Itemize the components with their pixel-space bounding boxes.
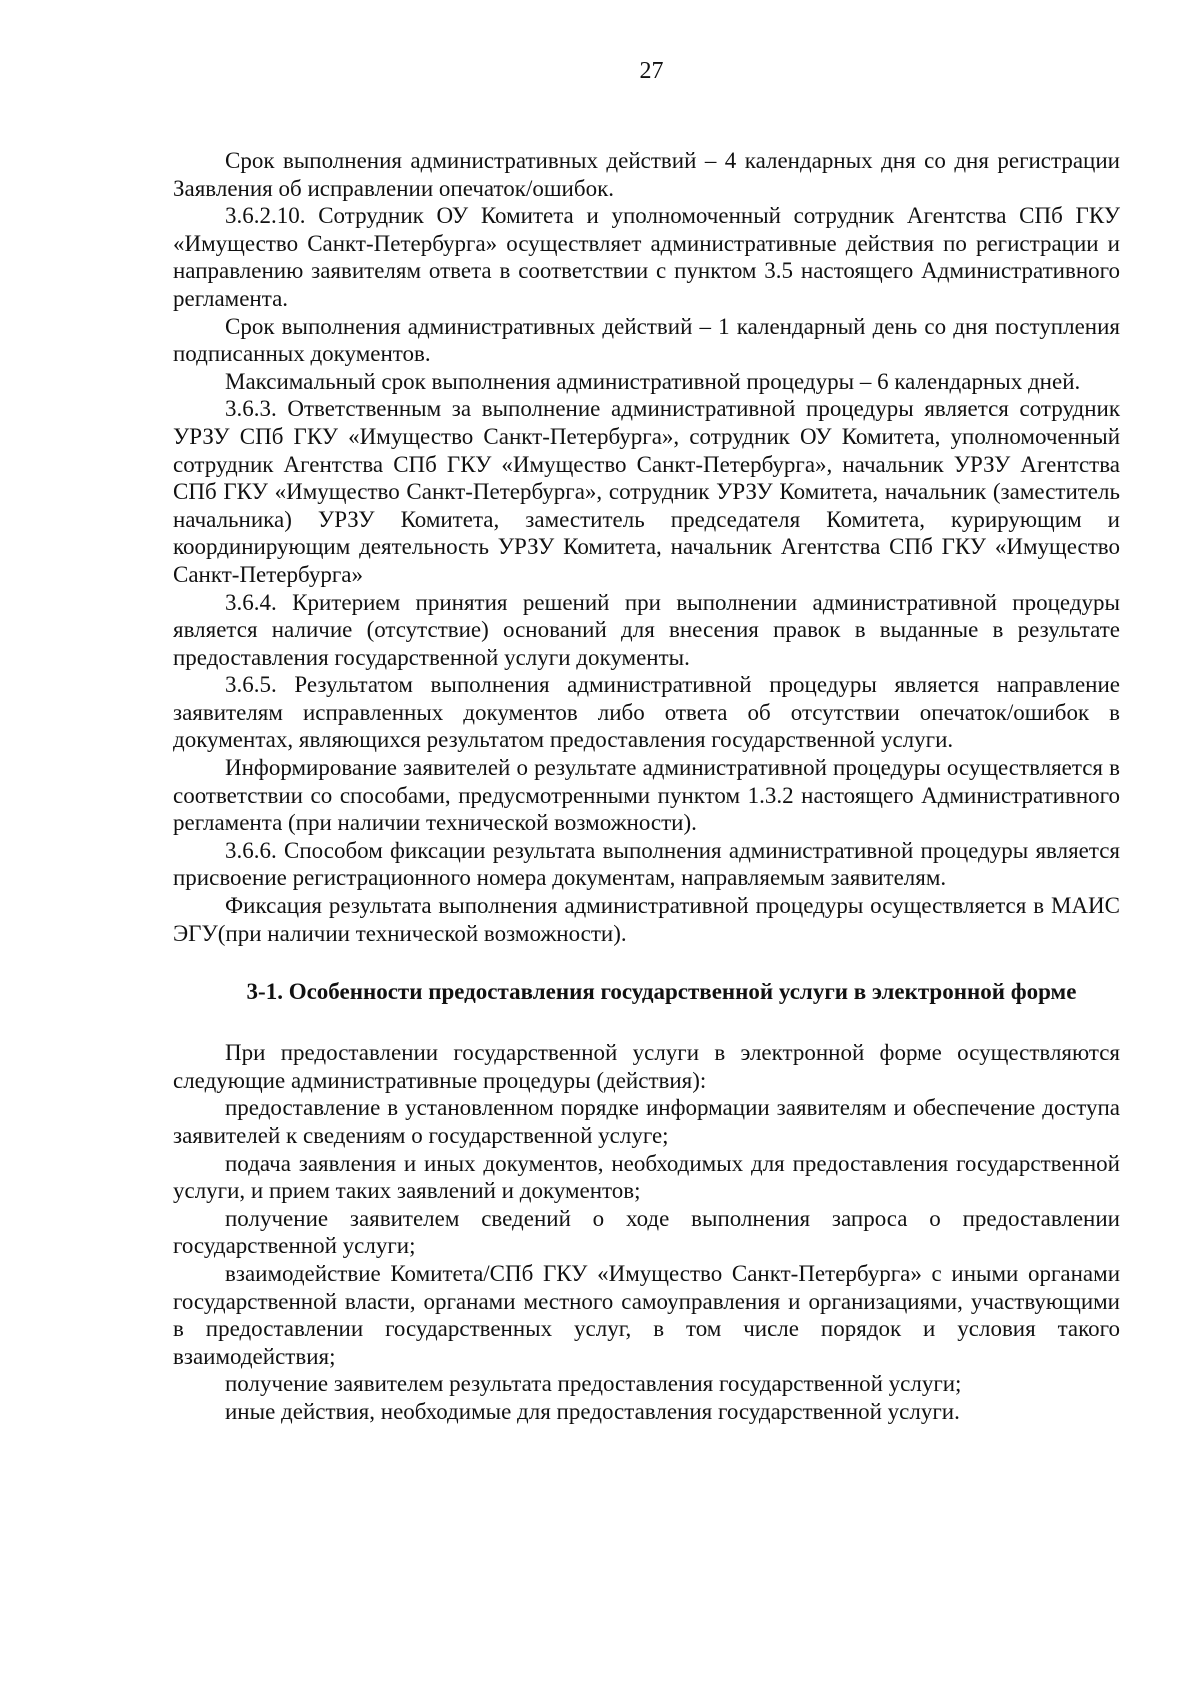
paragraph: 3.6.2.10. Сотрудник ОУ Комитета и уполномоченный сотрудник Агентства СПб ГКУ «Имущество Санкт-Петербурга» осуществляет административные действия по регистрации и направлению заявителям ответа в соответствии с пунктом 3.5 настоящего Административного регламента. — [173, 203, 1120, 311]
list-item: получение заявителем результата предоставления государственной услуги; — [225, 1371, 962, 1397]
body-text-after — [173, 1039, 1120, 1425]
section-heading: 3-1. Особенности предоставления государственной услуги в электронной форме — [246, 979, 1077, 1005]
paragraph: Максимальный срок выполнения административной процедуры – 6 календарных дней. — [225, 368, 1081, 394]
paragraph: 3.6.4. Критерием принятия решений при выполнении административной процедуры является наличие (отсутствие) оснований для внесения правок в выданные в результате предоставления государственной услуги документы. — [173, 589, 1120, 670]
paragraph: 3.6.3. Ответственным за выполнение административной процедуры является сотрудник УРЗУ СПб ГКУ «Имущество Санкт-Петербурга», сотрудник ОУ Комитета, уполномоченный сотрудник Агентства СПб ГКУ «Имущество Санкт-Петербурга», начальник УРЗУ Агентства СПб ГКУ «Имущество Санкт-Петербурга», сотрудник УРЗУ Комитета, начальник (заместитель начальника) УРЗУ Комитета, заместитель председателя Комитета, курирующим и координирующим деятельность УРЗУ Комитета, начальник Агентства СПб ГКУ «Имущество Санкт-Петербурга» — [173, 396, 1120, 587]
paragraph: Срок выполнения административных действий – 4 календарных дня со дня регистрации Заявления об исправлении опечаток/ошибок. — [173, 148, 1120, 201]
paragraph: 3.6.5. Результатом выполнения административной процедуры является направление заявителям исправленных документов либо ответа об отсутствии опечаток/ошибок в документах, являющихся результатом предоставления государственной услуги. — [173, 672, 1120, 753]
paragraph: Срок выполнения административных действий – 1 календарный день со дня поступления подписанных документов. — [173, 313, 1120, 367]
paragraph: При предоставлении государственной услуги в электронной форме осуществляются следующие административные процедуры (действия): — [173, 1040, 1120, 1093]
list-item: получение заявителем сведений о ходе выполнения запроса о предоставлении государственной услуги; — [173, 1205, 1120, 1259]
body-text-before — [173, 147, 1120, 947]
page-number: 27 — [639, 58, 664, 84]
paragraph: Информирование заявителей о результате административной процедуры осуществляется в соответствии со способами, предусмотренными пунктом 1.3.2 настоящего Административного регламента (при наличии технической возможности). — [173, 755, 1120, 836]
list-item: иные действия, необходимые для предоставления государственной услуги. — [225, 1398, 960, 1424]
paragraph: Фиксация результата выполнения административной процедуры осуществляется в МАИС ЭГУ(при наличии технической возможности). — [173, 893, 1120, 946]
paragraph: 3.6.6. Способом фиксации результата выполнения административной процедуры является присвоение регистрационного номера документам, направляемым заявителям. — [173, 837, 1120, 891]
list-item: подача заявления и иных документов, необходимых для предоставления государственной услуги, и прием таких заявлений и документов; — [173, 1150, 1120, 1204]
list-item: предоставление в установленном порядке информации заявителям и обеспечение доступа заявителей к сведениям о государственной услуге; — [173, 1095, 1120, 1148]
list-item: взаимодействие Комитета/СПб ГКУ «Имущество Санкт-Петербурга» с иными органами государственной власти, органами местного самоуправления и организациями, участвующими в предоставлении государственных услуг, в том числе порядок и условия такого взаимодействия; — [173, 1260, 1120, 1369]
